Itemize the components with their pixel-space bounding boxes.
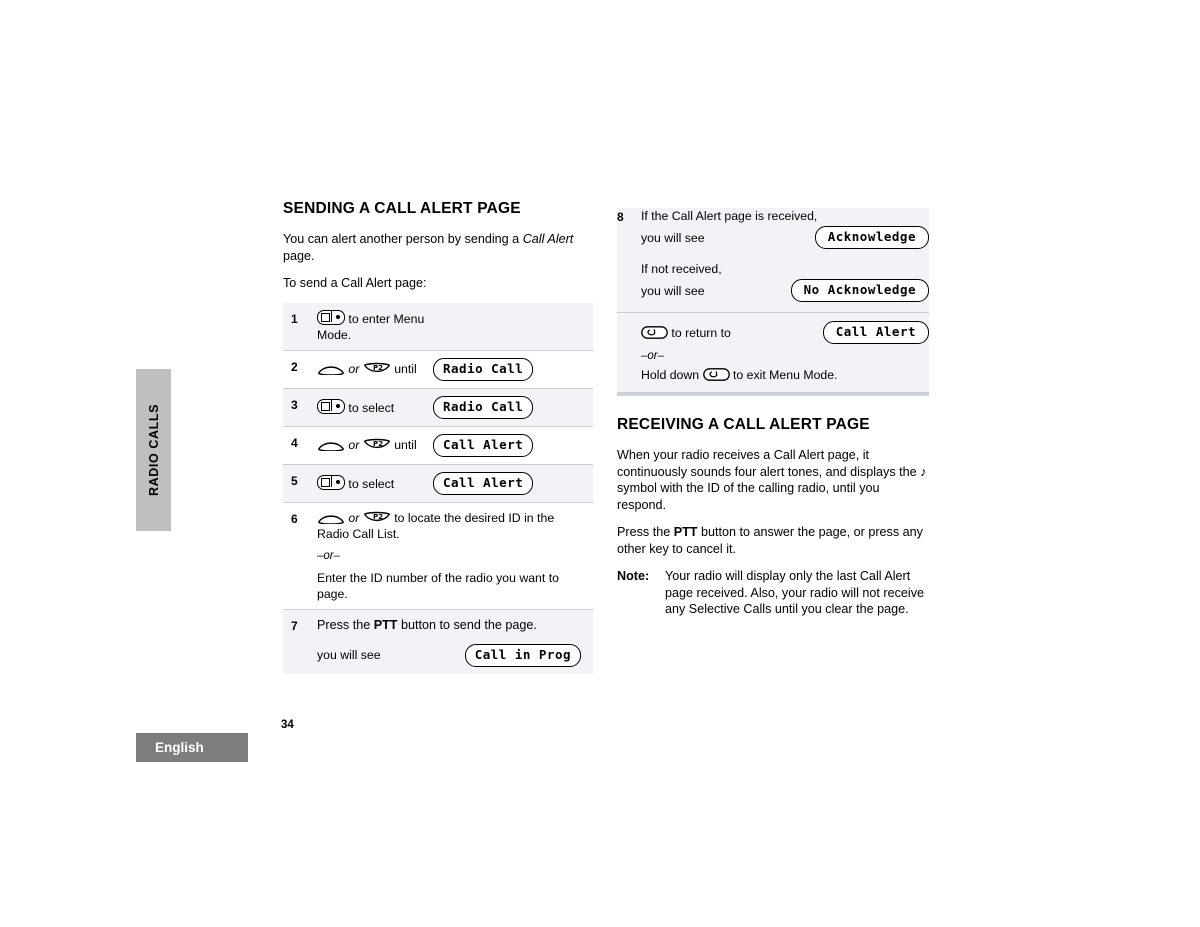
p2-key-icon — [363, 438, 391, 452]
step-text-a: Press the — [317, 617, 374, 632]
table-row — [283, 388, 593, 426]
step-number: 3 — [283, 388, 317, 426]
step-number: 5 — [283, 464, 317, 502]
lcd-readout-no-acknowledge: No Acknowledge — [791, 279, 929, 302]
step-text — [317, 388, 433, 426]
intro-paragraph — [283, 231, 593, 264]
step-8-row — [617, 208, 929, 302]
receiving-paragraph-2 — [617, 524, 929, 557]
up-arrow-key-icon — [317, 439, 345, 451]
page-title: SENDING A CALL ALERT PAGE — [283, 200, 521, 217]
step-text — [317, 609, 593, 674]
table-row — [283, 502, 593, 609]
step-text — [317, 350, 433, 388]
up-arrow-key-icon — [317, 363, 345, 375]
step-8-line4: you will see — [641, 284, 705, 298]
step-8-line1: If the Call Alert page is received, — [641, 209, 818, 223]
left-column — [283, 200, 593, 674]
step-8-line3: If not received, — [641, 262, 722, 276]
receiving-paragraph-1 — [617, 447, 929, 513]
step-text-label: to locate the desired ID in the Radio Call List. — [317, 510, 555, 541]
table-row — [283, 426, 593, 464]
step-text — [317, 502, 593, 609]
language-badge — [136, 733, 248, 762]
music-note-icon: ♪ — [920, 463, 927, 479]
ptt-text-a: Press the — [617, 525, 674, 539]
step-number: 4 — [283, 426, 317, 464]
step-display — [433, 388, 593, 426]
hold-text-a: Hold down — [641, 368, 703, 382]
table-row — [283, 609, 593, 674]
step-text-b: button to send the page. — [397, 617, 537, 632]
step-text — [317, 303, 433, 351]
intro-text-italic: Call Alert — [522, 232, 574, 246]
step-8-divider — [617, 312, 929, 313]
step-text-label: to enter Menu Mode. — [317, 311, 425, 342]
receiving-text-b: symbol with the ID of the calling radio, until you respond. — [617, 481, 880, 512]
section-tab-radio-calls — [136, 369, 171, 531]
section-title-receiving: RECEIVING A CALL ALERT PAGE — [617, 416, 870, 433]
lcd-readout-call-alert: Call Alert — [823, 321, 929, 344]
intro-paragraph-2: To send a Call Alert page: — [283, 276, 427, 290]
menu-select-key-icon — [317, 310, 345, 325]
step-display — [433, 464, 593, 502]
up-arrow-key-icon — [317, 512, 345, 524]
return-text: to return to — [668, 326, 731, 340]
step-display — [433, 426, 593, 464]
step-text — [317, 426, 433, 464]
note-label: Note: — [617, 569, 650, 583]
step-text-label: to select — [345, 476, 395, 491]
step-number: 6 — [283, 502, 317, 609]
note-text: Your radio will display only the last Call Alert page received. Also, your radio will not receive any Selective Calls until you clear the page. — [665, 569, 925, 616]
language-label: English — [155, 740, 204, 755]
step-number: 8 — [617, 210, 624, 224]
menu-select-key-icon — [317, 475, 345, 490]
page-number: 34 — [281, 719, 294, 731]
step-display — [433, 350, 593, 388]
p2-key-icon — [363, 362, 391, 376]
lcd-readout: Call in Prog — [465, 644, 581, 667]
step-number: 1 — [283, 303, 317, 351]
receiving-text-a: When your radio receives a Call Alert page, it continuously sounds four alert tones, and displays the — [617, 448, 921, 479]
step-8-not-received — [641, 279, 929, 302]
steps-table — [283, 303, 593, 674]
ptt-bold: PTT — [373, 617, 398, 632]
step-8-hold-row — [641, 368, 929, 392]
ptt-text-b: button to answer the page, or press any other key to cancel it. — [617, 525, 923, 556]
step-display — [433, 303, 593, 351]
step-8-content — [641, 208, 929, 302]
lcd-readout: Radio Call — [433, 396, 533, 419]
menu-select-key-icon — [317, 399, 345, 414]
table-row — [283, 464, 593, 502]
intro-text-b: page. — [283, 248, 315, 263]
back-key-icon — [641, 326, 668, 339]
block-bottom-rule — [617, 392, 929, 396]
svg-text:P2: P2 — [372, 364, 383, 373]
ptt-bold: PTT — [673, 525, 698, 539]
step-text-label: to select — [345, 400, 395, 415]
step-8-return-block — [617, 321, 929, 392]
step-8-return-label — [641, 321, 731, 342]
step-text-or: or — [345, 362, 363, 376]
step-subtext: you will see — [317, 648, 381, 662]
step-8-line2: you will see — [641, 231, 705, 245]
svg-text:P2: P2 — [372, 512, 383, 521]
step-or-divider: –or– — [317, 549, 341, 562]
step-number: 7 — [283, 609, 317, 674]
step-text-or: or — [345, 510, 363, 525]
step-number: 2 — [283, 350, 317, 388]
lcd-readout: Call Alert — [433, 472, 533, 495]
step-text-or: or — [345, 438, 363, 452]
step-8-return-row — [641, 321, 929, 344]
step-8-block — [617, 208, 929, 396]
table-row — [283, 350, 593, 388]
table-row — [283, 303, 593, 351]
step-alt-text: Enter the ID number of the radio you want to page. — [317, 570, 559, 601]
section-tab-label: RADIO CALLS — [146, 403, 161, 497]
step-text-label: until — [390, 362, 417, 376]
lcd-readout: Radio Call — [433, 358, 533, 381]
hold-text-b: to exit Menu Mode. — [729, 368, 838, 382]
step-text-label: until — [390, 438, 417, 452]
lcd-readout-acknowledge: Acknowledge — [815, 226, 929, 249]
right-column — [617, 208, 929, 618]
svg-text:P2: P2 — [372, 440, 383, 449]
intro-text-a: You can alert another person by sending a — [283, 232, 523, 246]
p2-key-icon — [363, 511, 391, 525]
step-text — [317, 464, 433, 502]
lcd-readout: Call Alert — [433, 434, 533, 457]
note-block — [617, 568, 929, 618]
step-8-received — [641, 226, 929, 249]
back-key-icon — [703, 368, 730, 381]
step-8-or-divider: –or– — [641, 350, 665, 362]
